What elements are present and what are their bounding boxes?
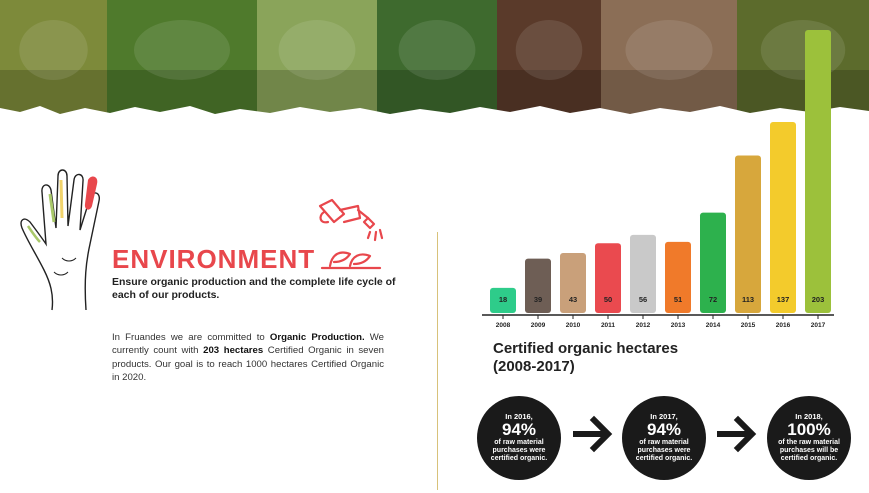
stat-year: In 2018, (795, 412, 823, 421)
x-tick-label: 2008 (495, 322, 511, 329)
hand-icon (14, 162, 122, 312)
bar-2017 (805, 30, 831, 313)
section-divider (437, 232, 438, 490)
stat-circle-2017 (622, 396, 706, 480)
environment-title: ENVIRONMENT (112, 244, 316, 274)
bar-2010 (560, 253, 586, 313)
chart-caption (493, 340, 678, 376)
chart-subtitle: (2008-2017) (493, 358, 575, 375)
pitahaya-plant-photo (257, 0, 377, 116)
stat-circle-2016 (477, 396, 561, 480)
bar-value-label: 51 (673, 295, 683, 304)
banana-plant-photo (107, 0, 257, 116)
stat-percentage: 94% (501, 420, 537, 439)
arrow-right-icon (572, 414, 614, 454)
x-tick-label: 2011 (600, 322, 616, 329)
environment-subtitle: Ensure organic production and the complete life cycle of each of our products. (112, 276, 396, 301)
bar-value-label: 113 (741, 295, 755, 304)
arrow-right-icon (716, 414, 758, 454)
bar-2015 (735, 155, 761, 313)
body-text-2: We currently count with (112, 332, 385, 357)
x-tick-label: 2017 (810, 322, 826, 329)
stat-description: of raw material purchases were certified organic. (635, 439, 693, 462)
x-tick-label: 2012 (635, 322, 651, 329)
x-tick-label: 2009 (530, 322, 546, 329)
x-tick-label: 2013 (670, 322, 686, 329)
body-text-1: In Fruandes we are committed to (112, 332, 270, 343)
bar-value-label: 18 (498, 295, 508, 304)
bar-value-label: 39 (533, 295, 543, 304)
bar-value-label: 72 (708, 295, 718, 304)
x-tick-label: 2014 (705, 322, 721, 329)
stat-percentage: 100% (787, 420, 831, 439)
stat-year: In 2017, (650, 412, 678, 421)
bar-value-label: 137 (776, 295, 790, 304)
body-text-3: Certified Organic in seven products. Our goal is to reach 1000 hectares Certified Organic in 2020. (112, 345, 384, 384)
environment-body (112, 331, 384, 385)
stat-description: of the raw material purchases will be certified organic. (778, 439, 840, 462)
bar-value-label: 43 (568, 295, 578, 304)
stat-description: of raw material purchases were certified organic. (490, 439, 548, 462)
pineapple-plant-photo (0, 0, 107, 116)
stat-circle-2018 (767, 396, 851, 480)
hectares-bar-chart (478, 24, 869, 336)
x-tick-label: 2016 (775, 322, 791, 329)
body-bold-hectares: 203 hectares (203, 345, 264, 357)
bar-2009 (525, 259, 551, 313)
stat-percentage: 94% (646, 420, 682, 439)
stat-year: In 2016, (505, 412, 533, 421)
bar-value-label: 56 (638, 295, 648, 304)
chart-title: Certified organic hectares (493, 340, 679, 357)
body-bold-organic: Organic Production. (269, 332, 365, 343)
bar-value-label: 203 (811, 295, 825, 304)
bar-value-label: 50 (603, 295, 613, 304)
watering-can-icon (310, 196, 390, 272)
x-tick-label: 2010 (565, 322, 581, 329)
bar-2016 (770, 122, 796, 313)
x-tick-label: 2015 (740, 322, 756, 329)
